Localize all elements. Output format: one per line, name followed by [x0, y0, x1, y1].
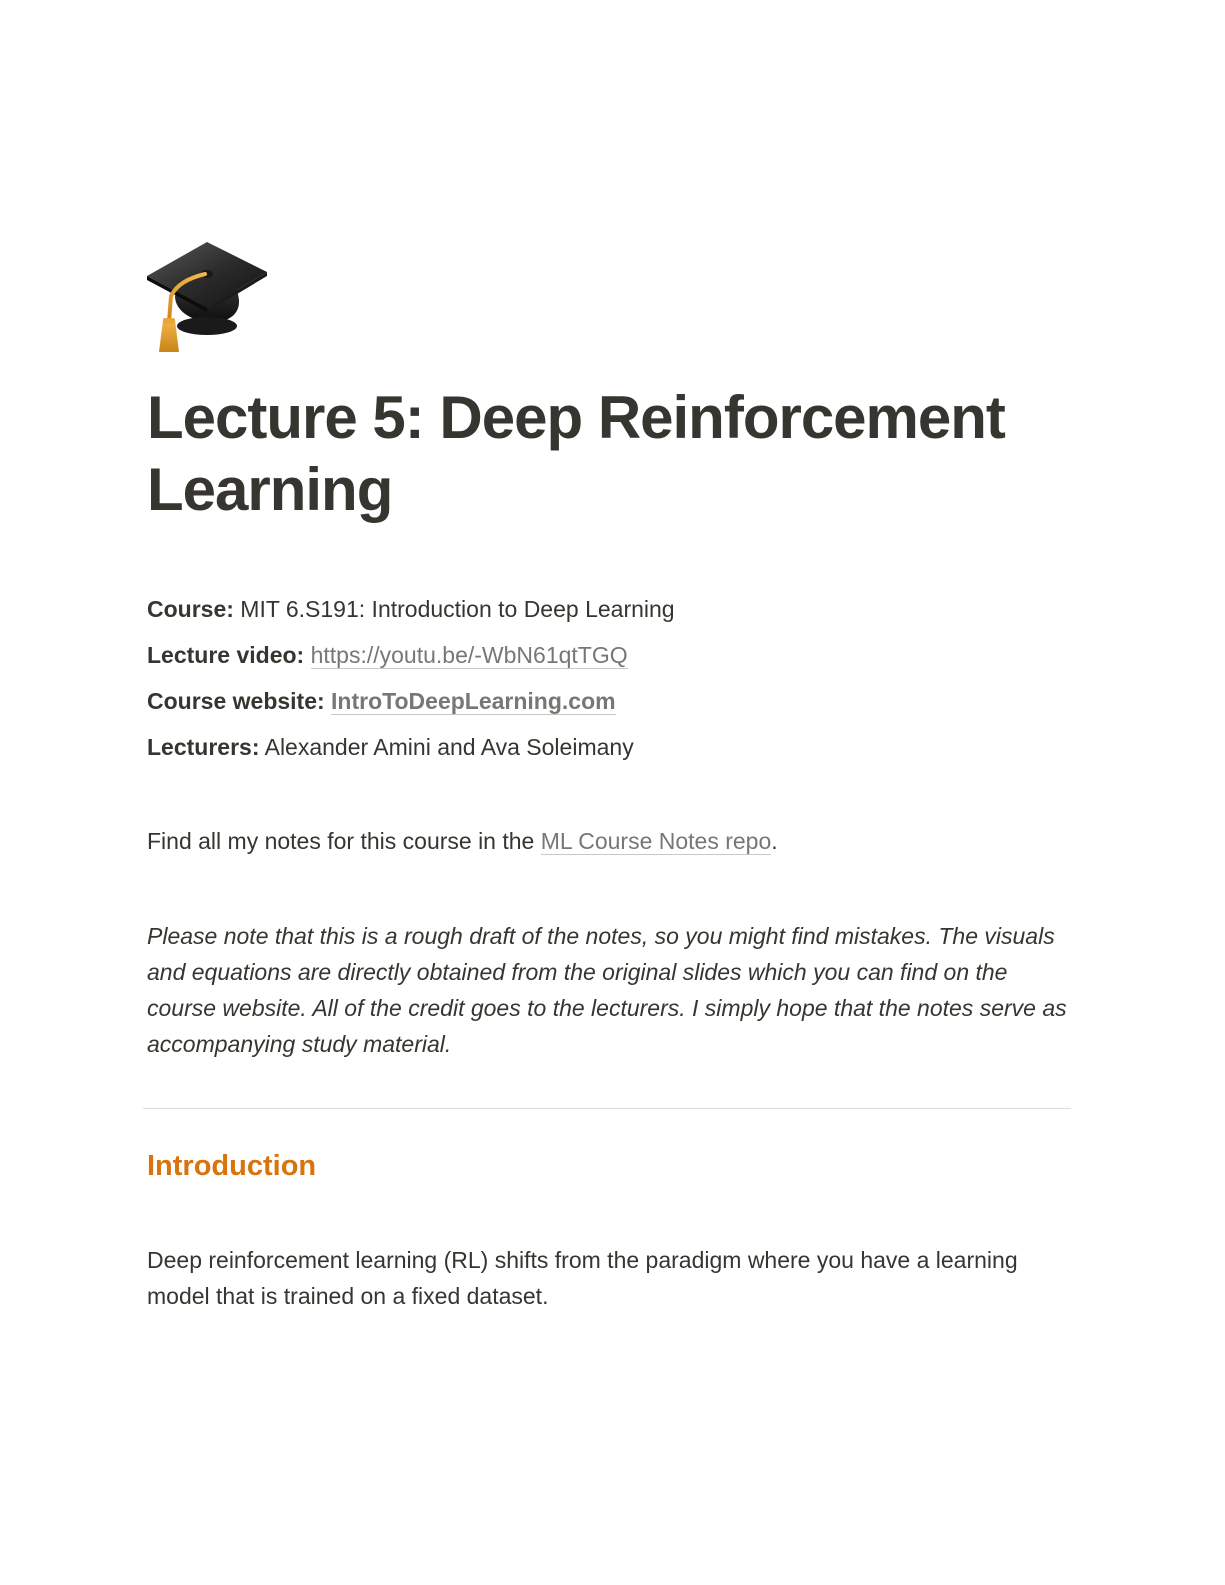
- course-website-label: Course website:: [147, 688, 325, 714]
- introduction-paragraph: Deep reinforcement learning (RL) shifts from the paradigm where you have a learning model that is trained on a fixed dataset.: [147, 1247, 1018, 1309]
- lecturers-label: Lecturers:: [147, 734, 260, 760]
- graduation-cap-icon[interactable]: [145, 238, 269, 360]
- lecture-video-row: [147, 640, 1082, 670]
- lecture-video-label: Lecture video:: [147, 642, 305, 668]
- lecturers-value: Alexander Amini and Ava Soleimany: [264, 734, 634, 760]
- lecturers-row: [147, 732, 1082, 762]
- page-content: [147, 238, 1082, 1309]
- course-value: MIT 6.S191: Introduction to Deep Learning: [240, 596, 675, 622]
- repo-suffix: .: [771, 828, 778, 854]
- repo-link[interactable]: ML Course Notes repo: [540, 828, 772, 854]
- course-website-row: [147, 686, 1082, 716]
- course-website-link[interactable]: IntroToDeepLearning.com: [331, 688, 616, 714]
- repo-prefix: Find all my notes for this course in the: [147, 828, 541, 854]
- draft-disclaimer: Please note that this is a rough draft of the notes, so you might find mistakes. The visuals and equations are directly obtained from the original slides which you can find on the course website. All of the credit goes to the lecturers. I simply hope that the notes serve as accompanying study material.: [147, 923, 1067, 1057]
- lecture-metadata: [147, 594, 1082, 762]
- course-label: Course:: [147, 596, 234, 622]
- course-row: [147, 594, 1082, 624]
- lecture-video-link[interactable]: https://youtu.be/-WbN61qtTGQ: [310, 642, 628, 668]
- section-heading-introduction: Introduction: [147, 1150, 317, 1182]
- divider: [143, 1108, 1071, 1109]
- repo-paragraph: [147, 826, 1082, 856]
- page-title: Lecture 5: Deep Reinforcement Learning: [147, 384, 1005, 523]
